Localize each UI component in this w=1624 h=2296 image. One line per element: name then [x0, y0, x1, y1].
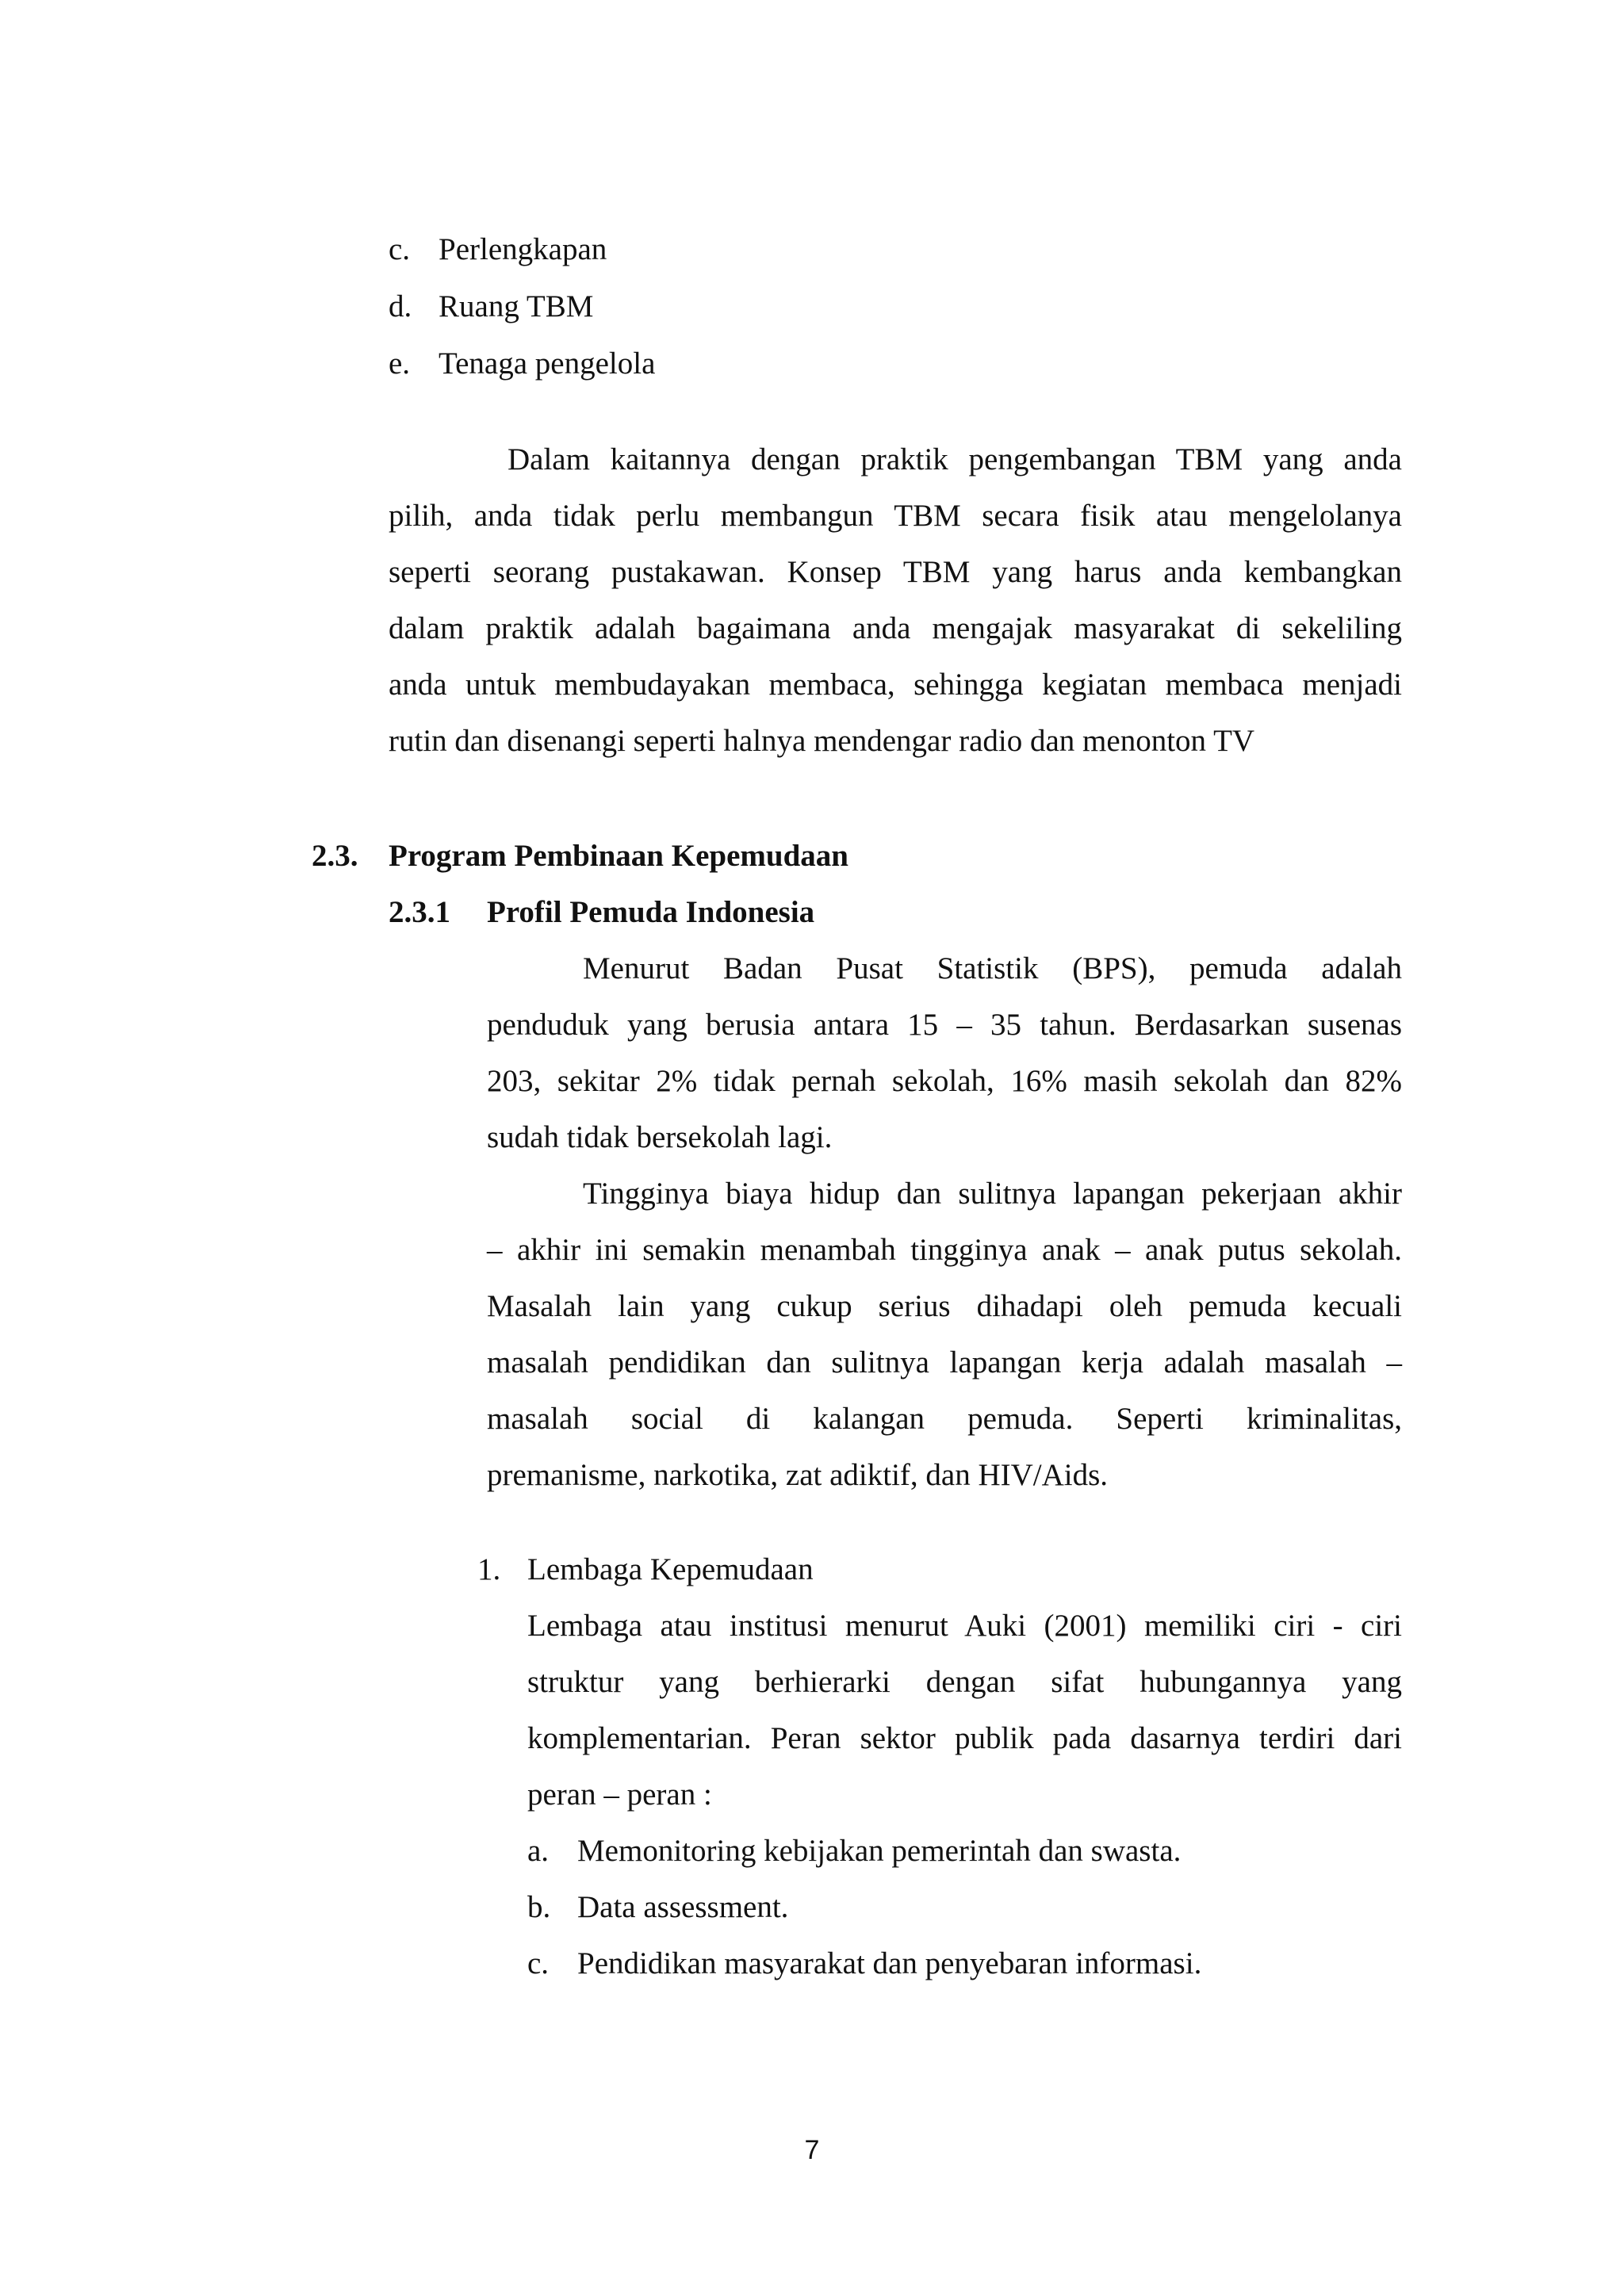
paragraph-line: premanisme, narkotika, zat adiktif, dan HIV/Aids.	[487, 1458, 1109, 1492]
paragraph-line: rutin dan disenangi seperti halnya mendengar radio dan menonton TV	[389, 724, 1255, 758]
paragraph-line: penduduk yang berusia antara 15 – 35 tahun. Berdasarkan susenas	[487, 1008, 1402, 1042]
list-item: Perlengkapan	[439, 232, 607, 266]
paragraph-line: pilih, anda tidak perlu membangun TBM secara fisik atau mengelolanya	[389, 499, 1402, 533]
sub-list-item: Memonitoring kebijakan pemerintah dan swasta.	[577, 1834, 1182, 1868]
paragraph-line: anda untuk membudayakan membaca, sehingga kegiatan membaca menjadi	[389, 668, 1402, 702]
paragraph-line: masalah pendidikan dan sulitnya lapangan kerja adalah masalah –	[487, 1345, 1402, 1380]
subsection-number: 2.3.1	[389, 895, 450, 929]
paragraph-line: dalam praktik adalah bagaimana anda mengajak masyarakat di sekeliling	[389, 611, 1402, 645]
list-item: Ruang TBM	[439, 289, 594, 323]
numbered-item-title: Lembaga Kepemudaan	[527, 1552, 814, 1586]
paragraph-line: komplementarian. Peran sektor publik pada dasarnya terdiri dari	[527, 1721, 1402, 1755]
paragraph-line: Tingginya biaya hidup dan sulitnya lapangan pekerjaan akhir	[583, 1177, 1402, 1211]
sub-list-item: Pendidikan masyarakat dan penyebaran informasi.	[577, 1946, 1202, 1980]
sub-list-item: Data assessment.	[577, 1890, 789, 1924]
paragraph-line: seperti seorang pustakawan. Konsep TBM yang harus anda kembangkan	[389, 555, 1402, 589]
numbered-marker: 1.	[477, 1552, 501, 1586]
sub-list-marker: a.	[527, 1834, 550, 1868]
paragraph-line: struktur yang berhierarki dengan sifat hubungannya yang	[527, 1665, 1402, 1699]
paragraph-line: 203, sekitar 2% tidak pernah sekolah, 16% masih sekolah dan 82%	[487, 1064, 1402, 1098]
paragraph-line: masalah social di kalangan pemuda. Seperti kriminalitas,	[487, 1402, 1402, 1436]
subsection-title: Profil Pemuda Indonesia	[487, 895, 815, 929]
list-item: Tenaga pengelola	[439, 346, 656, 381]
sub-list-marker: b.	[527, 1890, 551, 1924]
section-title: Program Pembinaan Kepemudaan	[389, 839, 848, 873]
paragraph-line: – akhir ini semakin menambah tingginya anak – anak putus sekolah.	[487, 1233, 1402, 1267]
list-marker: e.	[389, 346, 411, 381]
paragraph-line: peran – peran :	[527, 1777, 712, 1812]
list-marker: d.	[389, 289, 412, 323]
paragraph-line: Menurut Badan Pusat Statistik (BPS), pemuda adalah	[583, 951, 1402, 985]
paragraph-line: Dalam kaitannya dengan praktik pengembangan TBM yang anda	[508, 442, 1402, 476]
sub-list-marker: c.	[527, 1946, 550, 1980]
paragraph-line: sudah tidak bersekolah lagi.	[487, 1120, 833, 1154]
section-number: 2.3.	[312, 839, 358, 873]
paragraph-line: Masalah lain yang cukup serius dihadapi oleh pemuda kecuali	[487, 1289, 1402, 1323]
page-number: 7	[804, 2135, 820, 2165]
list-marker: c.	[389, 232, 411, 266]
paragraph-line: Lembaga atau institusi menurut Auki (2001) memiliki ciri - ciri	[527, 1609, 1402, 1643]
